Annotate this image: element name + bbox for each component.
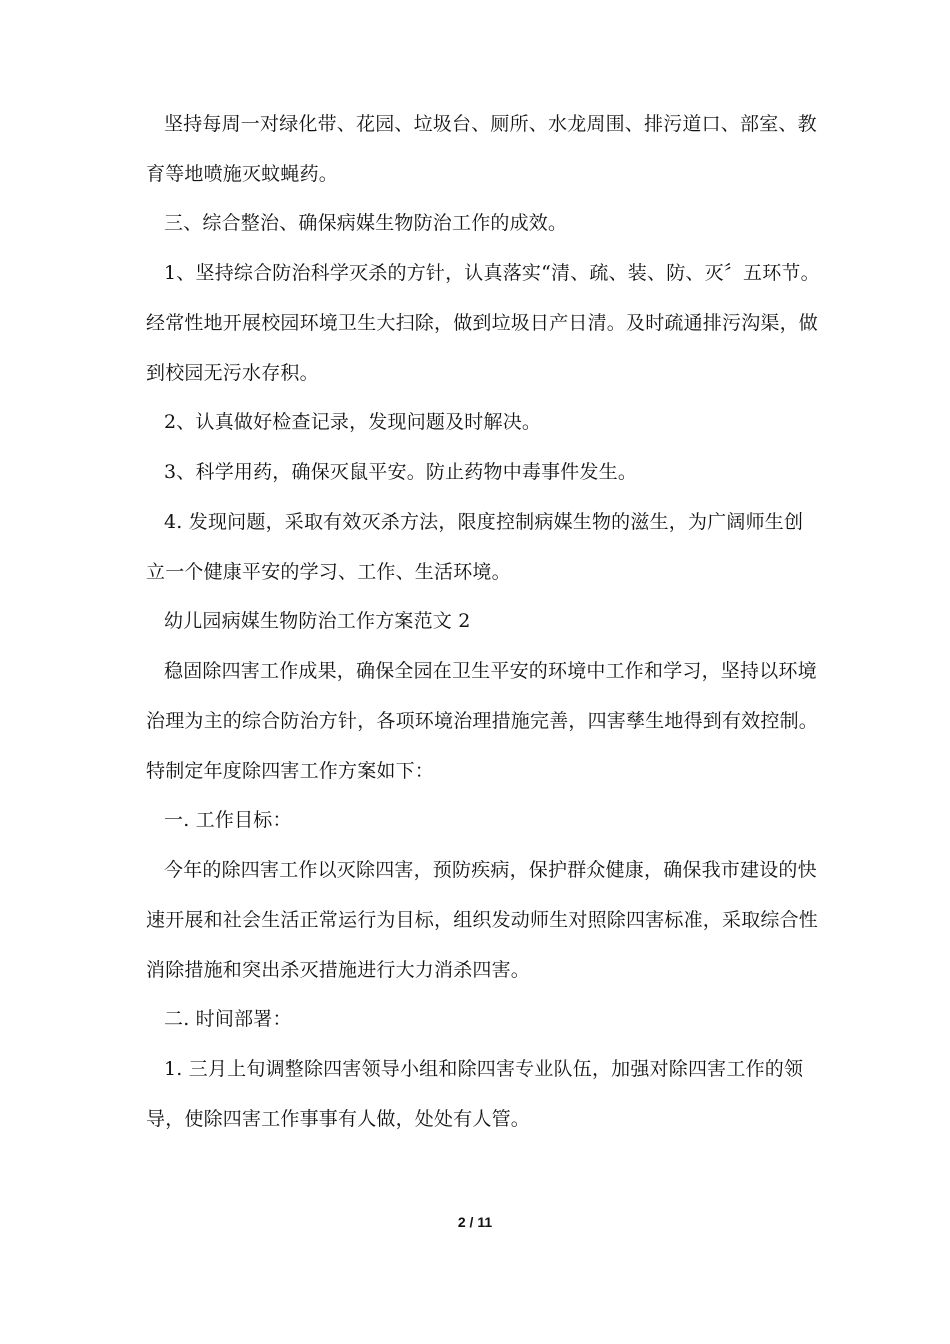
- section-title-11: 幼儿园病媒生物防治工作方案范文 2: [164, 610, 471, 632]
- paragraph-line-20: 1. 三月上旬调整除四害领导小组和除四害专业队伍，加强对除四害工作的领: [164, 1058, 804, 1080]
- paragraph-line-10: 立一个健康平安的学习、工作、生活环境。: [146, 561, 511, 583]
- paragraph-line-18: 消除措施和突出杀灭措施进行大力消杀四害。: [146, 959, 531, 981]
- paragraph-line-14: 特制定年度除四害工作方案如下：: [146, 760, 435, 782]
- paragraph-line-6: 到校园无污水存积。: [146, 362, 319, 384]
- section-heading-3: 三、综合整治、确保病媒生物防治工作的成效。: [164, 212, 568, 234]
- page-indicator: 2 / 11: [457, 1214, 493, 1230]
- paragraph-line-1: 坚持每周一对绿化带、花园、垃圾台、厕所、水龙周围、排污道口、部室、教: [164, 113, 817, 135]
- paragraph-line-8: 3、科学用药，确保灭鼠平安。防止药物中毒事件发生。: [164, 461, 638, 483]
- paragraph-line-5: 经常性地开展校园环境卫生大扫除，做到垃圾日产日清。及时疏通排污沟渠，做: [146, 312, 819, 334]
- paragraph-line-7: 2、认真做好检查记录，发现问题及时解决。: [164, 411, 542, 433]
- paragraph-line-4: 1、坚持综合防治科学灭杀的方针，认真落实“清、疏、装、防、灭〞五环节。: [164, 262, 820, 284]
- paragraph-line-21: 导，使除四害工作事事有人做，处处有人管。: [146, 1108, 531, 1130]
- paragraph-line-2: 育等地喷施灭蚊蝇药。: [146, 163, 339, 185]
- paragraph-line-17: 速开展和社会生活正常运行为目标，组织发动师生对照除四害标准，采取综合性: [146, 909, 819, 931]
- paragraph-line-13: 治理为主的综合防治方针，各项环境治理措施完善，四害孳生地得到有效控制。: [146, 710, 819, 732]
- paragraph-line-9: 4. 发现问题，采取有效灭杀方法，限度控制病媒生物的滋生，为广阔师生创: [164, 511, 804, 533]
- paragraph-line-16: 今年的除四害工作以灭除四害，预防疾病，保护群众健康，确保我市建设的快: [164, 859, 817, 881]
- paragraph-line-12: 稳固除四害工作成果，确保全园在卫生平安的环境中工作和学习，坚持以环境: [164, 660, 817, 682]
- section-heading-19: 二. 时间部署：: [164, 1008, 292, 1030]
- section-heading-15: 一. 工作目标：: [164, 809, 292, 831]
